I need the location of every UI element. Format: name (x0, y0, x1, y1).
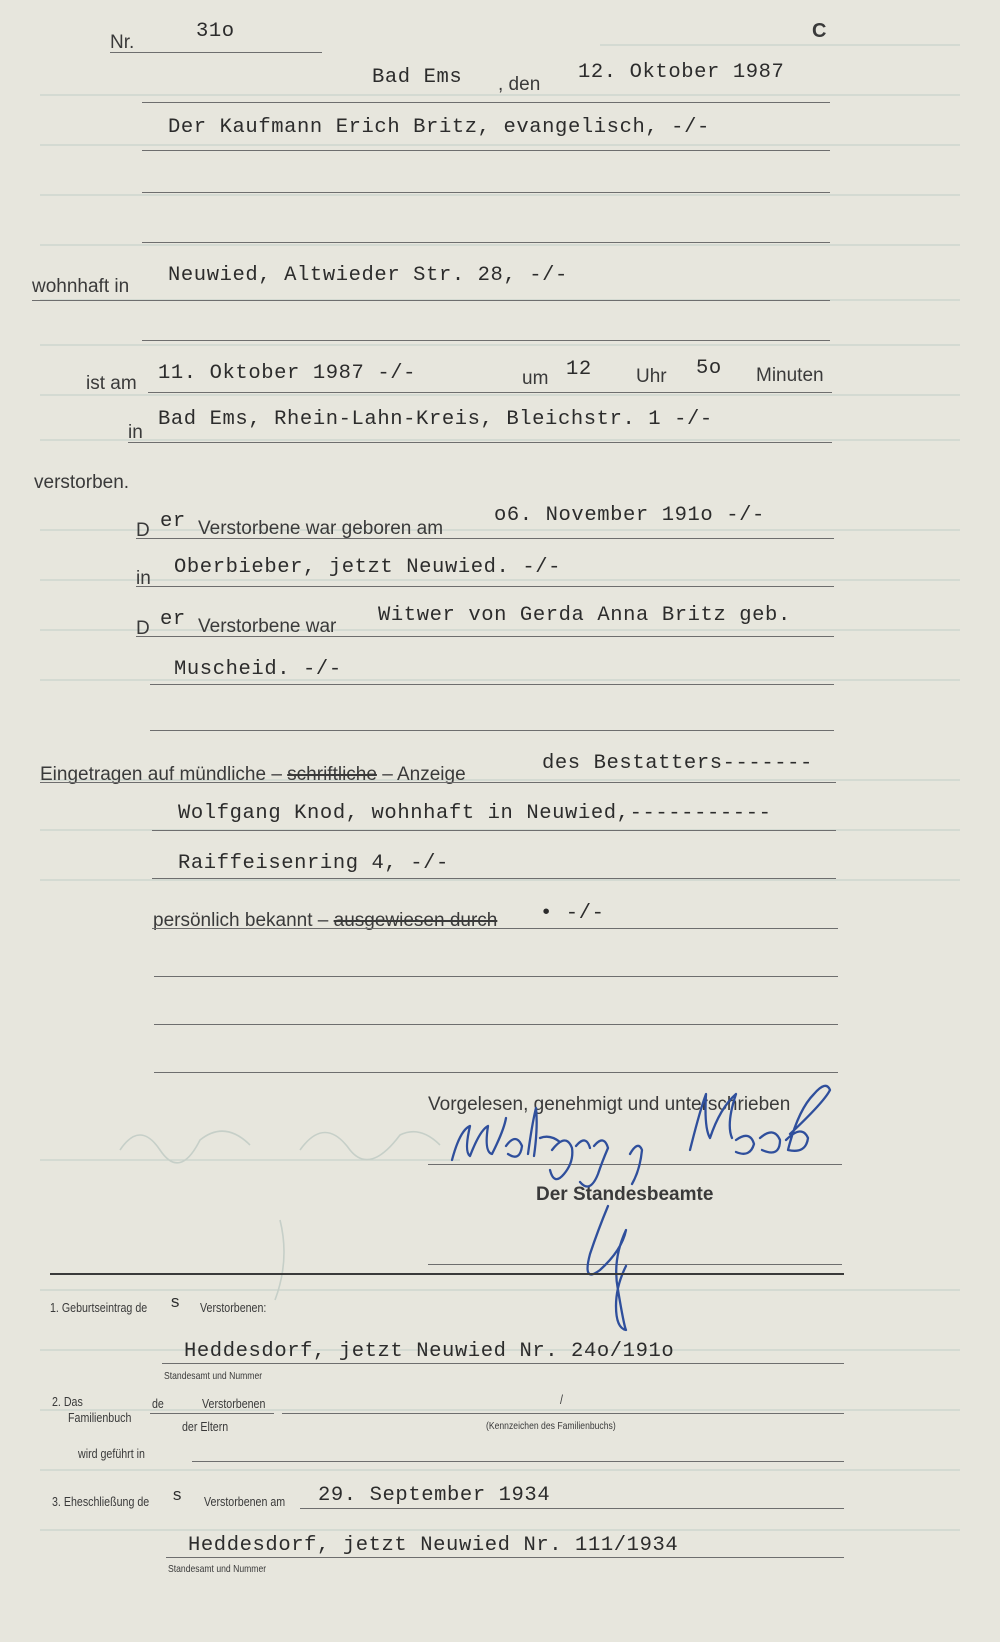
informant-signature (452, 1108, 642, 1187)
register-place: Bad Ems (372, 66, 463, 89)
registration-line-2: Wolfgang Knod, wohnhaft in Neuwied,----------- (178, 802, 772, 825)
registration-label-notice: – Anzeige (382, 764, 466, 785)
death-hour: 12 (566, 358, 592, 381)
register-date: 12. Oktober 1987 (578, 61, 785, 84)
footer-item1-label-b: Verstorbenen: (200, 1300, 267, 1315)
registration-line-3: Raiffeisenring 4, -/- (178, 852, 449, 875)
birth-d-label: D (136, 520, 150, 541)
uhr-label: Uhr (636, 366, 667, 387)
marital-er-typed: er (160, 608, 186, 631)
death-minutes: 5o (696, 357, 722, 380)
standesamt-nummer-caption-1: Standesamt und Nummer (164, 1370, 263, 1382)
den-label: , den (498, 74, 541, 95)
verstorben-label: verstorben. (34, 472, 130, 493)
identity-known-personally: persönlich bekannt – (153, 910, 329, 931)
standesamt-nummer-caption-2: Standesamt und Nummer (168, 1563, 267, 1575)
marriage-entry-reference: Heddesdorf, jetzt Neuwied Nr. 111/1934 (188, 1534, 679, 1557)
marriage-date-line (300, 1508, 844, 1509)
registration-label-written-struck: schriftliche (287, 764, 377, 785)
familienbuch-option-divider (150, 1413, 274, 1414)
minuten-label: Minuten (756, 365, 824, 386)
death-place-in-label: in (128, 422, 143, 443)
marital-status-line-2: Muscheid. -/- (174, 658, 342, 681)
footer-item2-label-b: Familienbuch (68, 1410, 132, 1425)
marriage-entry-line (166, 1557, 844, 1558)
familienbuch-location-line (192, 1461, 844, 1462)
footer-divider (50, 1273, 844, 1275)
um-label: um (522, 368, 549, 389)
registrar-signature (588, 1206, 626, 1330)
familienbuch-slash: / (560, 1392, 563, 1407)
registration-line-1: des Bestatters------- (542, 752, 813, 775)
declarant-person: Der Kaufmann Erich Britz, evangelisch, -/- (168, 116, 710, 139)
footer-item2-gefuehrt: wird geführt in (78, 1446, 145, 1461)
death-place: Bad Ems, Rhein-Lahn-Kreis, Bleichstr. 1 -/- (158, 408, 713, 431)
birth-place-in-label: in (136, 568, 151, 589)
marriage-date: 29. September 1934 (318, 1484, 551, 1507)
birth-er-typed: er (160, 510, 186, 533)
footer-item2-de: de (152, 1396, 164, 1411)
footer-item2-eltern: der Eltern (182, 1419, 229, 1434)
footer-item2-label-a: 2. Das (52, 1394, 83, 1409)
birth-place: Oberbieber, jetzt Neuwied. -/- (174, 556, 562, 579)
marital-label: Verstorbene war (198, 616, 337, 637)
familienbuch-kennzeichen-caption: (Kennzeichen des Familienbuchs) (486, 1420, 616, 1432)
register-number: 31o (196, 20, 235, 43)
footer-item3-s: s (172, 1487, 183, 1506)
registrar-label: Der Standesbeamte (536, 1184, 714, 1205)
identity-value: • -/- (540, 902, 605, 925)
familienbuch-line (282, 1413, 844, 1414)
footer-item2-verstorbenen: Verstorbenen (202, 1396, 266, 1411)
death-date-label: ist am (86, 373, 137, 394)
read-approved-signed-label: Vorgelesen, genehmigt und unterschrieben (428, 1094, 791, 1115)
identity-identified-by-struck: ausgewiesen durch (333, 910, 498, 931)
birth-date: o6. November 191o -/- (494, 504, 765, 527)
birth-entry-line (162, 1363, 844, 1364)
footer-item3-label-a: 3. Eheschließung de (52, 1494, 150, 1509)
declarant-residence: Neuwied, Altwieder Str. 28, -/- (168, 264, 568, 287)
registration-label-oral: Eingetragen auf mündliche – (40, 764, 282, 785)
form-corner-letter: C (812, 20, 827, 42)
birth-label: Verstorbene war geboren am (198, 518, 444, 539)
footer-item1-s: s (170, 1294, 181, 1313)
marital-d-label: D (136, 618, 150, 639)
residence-label: wohnhaft in (32, 276, 130, 297)
birth-entry-reference: Heddesdorf, jetzt Neuwied Nr. 24o/191o (184, 1340, 675, 1363)
marital-status-line-1: Witwer von Gerda Anna Britz geb. (378, 604, 791, 627)
death-date: 11. Oktober 1987 -/- (158, 362, 417, 385)
footer-item3-label-b: Verstorbenen am (204, 1494, 286, 1509)
knod-signature (690, 1086, 830, 1154)
nr-label: Nr. (110, 32, 135, 53)
footer-item1-label-a: 1. Geburtseintrag de (50, 1300, 148, 1315)
